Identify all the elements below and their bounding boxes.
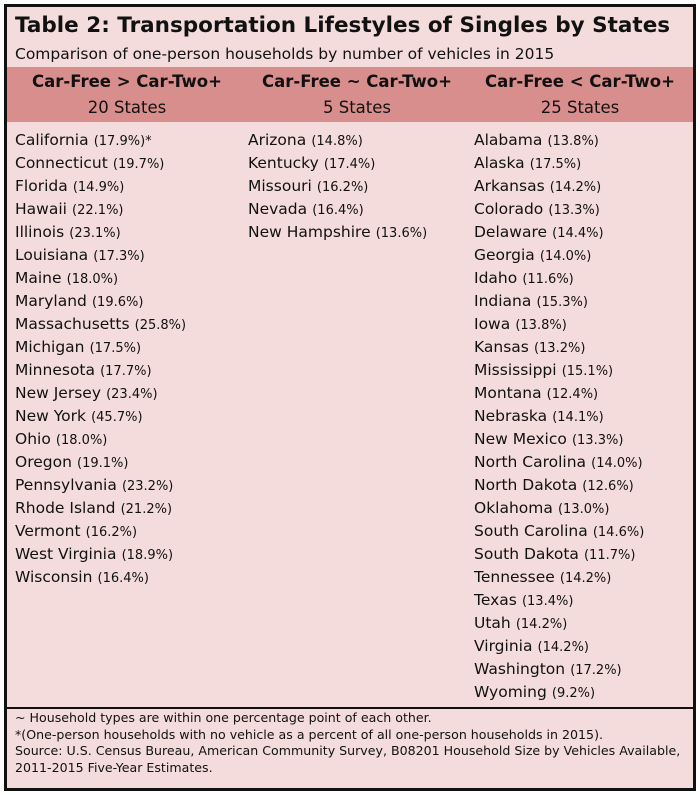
table-row [474, 312, 644, 335]
state-name: South Dakota [474, 545, 579, 563]
table-subtitle: Comparison of one-person households by number of vehicles in 2015 [15, 45, 555, 63]
state-percent: (13.8%) [515, 318, 567, 333]
table-row [474, 197, 644, 220]
state-name: Idaho [474, 269, 518, 287]
state-percent: (13.4%) [521, 594, 574, 609]
state-name: Georgia [474, 246, 535, 264]
header-col-2-count: 5 States [322, 98, 391, 117]
state-percent: (13.0%) [557, 502, 610, 517]
state-name: Michigan [15, 338, 85, 356]
state-percent: (14.8%) [311, 134, 363, 149]
state-percent: (16.4%) [312, 203, 364, 218]
state-percent: (16.2%) [316, 180, 369, 195]
state-percent: (11.6%) [522, 272, 574, 287]
table-row [474, 128, 644, 151]
table-row [248, 174, 427, 197]
state-percent: (12.6%) [582, 479, 634, 494]
header-col-2-heading: Car-Free ~ Car-Two+ [262, 72, 452, 91]
state-name: Nevada [248, 200, 308, 218]
state-percent: (14.2%) [515, 617, 568, 632]
table-row [474, 496, 644, 519]
table-row [474, 404, 644, 427]
state-name: Maryland [15, 292, 87, 310]
state-percent: (14.4%) [552, 226, 604, 241]
table-row [474, 289, 644, 312]
column-car-free-less [474, 128, 644, 703]
table-row [248, 151, 427, 174]
state-name: Louisiana [15, 246, 89, 264]
table-row [15, 151, 186, 174]
state-name: Arizona [248, 131, 307, 149]
state-percent: (14.0%) [591, 456, 643, 471]
state-name: Missouri [248, 177, 312, 195]
state-name: Washington [474, 660, 566, 678]
table-row [15, 450, 186, 473]
state-name: Alaska [474, 154, 525, 172]
state-name: Utah [474, 614, 511, 632]
state-percent: (18.0%) [66, 272, 119, 287]
table-row [15, 542, 186, 565]
state-name: Hawaii [15, 200, 67, 218]
state-name: Kansas [474, 338, 529, 356]
state-percent: (13.3%) [548, 203, 600, 218]
state-percent: (17.5%) [89, 341, 142, 356]
table-row [15, 289, 186, 312]
state-name: West Virginia [15, 545, 117, 563]
table-row [474, 542, 644, 565]
state-percent: (14.2%) [537, 640, 589, 655]
state-name: North Carolina [474, 453, 587, 471]
state-percent: (17.3%) [93, 249, 145, 264]
table-row [15, 243, 186, 266]
header-col-2 [247, 67, 467, 122]
table-row [15, 565, 186, 588]
state-name: Mississippi [474, 361, 557, 379]
state-percent: (23.4%) [106, 387, 158, 402]
table-row [15, 404, 186, 427]
table-row [15, 496, 186, 519]
table-row [474, 381, 644, 404]
table-row [474, 565, 644, 588]
state-name: Minnesota [15, 361, 95, 379]
state-name: South Carolina [474, 522, 588, 540]
table-row [15, 220, 186, 243]
table-row [474, 473, 644, 496]
table-row [474, 358, 644, 381]
table-frame [4, 4, 696, 791]
state-percent: (18.9%) [121, 548, 174, 563]
state-percent: (14.9%) [72, 180, 125, 195]
state-percent: (13.2%) [533, 341, 586, 356]
state-percent: (14.2%) [559, 571, 612, 586]
state-percent: (9.2%) [551, 686, 596, 701]
state-percent: (14.6%) [592, 525, 645, 540]
header-col-1-count: 20 States [87, 98, 167, 117]
state-percent: (18.0%) [55, 433, 108, 448]
table-row [474, 335, 644, 358]
state-percent: (12.4%) [546, 387, 599, 402]
state-name: Texas [474, 591, 517, 609]
table-row [15, 381, 186, 404]
state-name: Pennsylvania [15, 476, 117, 494]
state-name: Colorado [474, 200, 544, 218]
notes-divider [7, 707, 693, 709]
state-percent: (14.2%) [549, 180, 602, 195]
state-name: Massachusetts [15, 315, 130, 333]
state-name: New Hampshire [248, 223, 371, 241]
table-row [474, 634, 644, 657]
state-percent: (15.1%) [561, 364, 614, 379]
table-row [15, 427, 186, 450]
state-percent: (14.1%) [552, 410, 604, 425]
state-name: Kentucky [248, 154, 319, 172]
state-name: Nebraska [474, 407, 548, 425]
table-row [474, 450, 644, 473]
column-car-free-similar [248, 128, 427, 243]
table-row [15, 128, 186, 151]
state-name: Maine [15, 269, 62, 287]
table-row [15, 473, 186, 496]
state-name: Delaware [474, 223, 548, 241]
state-percent: (11.7%) [583, 548, 636, 563]
column-car-free-greater [15, 128, 186, 588]
state-name: Vermont [15, 522, 81, 540]
footnotes [15, 710, 680, 776]
state-name: Indiana [474, 292, 532, 310]
state-percent: (17.4%) [323, 157, 376, 172]
state-name: Iowa [474, 315, 511, 333]
state-name: Florida [15, 177, 68, 195]
state-name: California [15, 131, 89, 149]
state-name: Oklahoma [474, 499, 553, 517]
state-percent: (23.2%) [121, 479, 174, 494]
table-title: Table 2: Transportation Lifestyles of Singles by States [15, 13, 671, 38]
table-row [15, 335, 186, 358]
state-name: New York [15, 407, 86, 425]
state-percent: (22.1%) [72, 203, 124, 218]
state-percent: (45.7%) [91, 410, 143, 425]
state-name: Tennessee [474, 568, 555, 586]
state-percent: (13.8%) [547, 134, 599, 149]
state-name: Virginia [474, 637, 533, 655]
table-row [15, 358, 186, 381]
state-percent: (16.4%) [97, 571, 149, 586]
state-name: Oregon [15, 453, 72, 471]
state-percent: (13.3%) [571, 433, 624, 448]
state-name: Montana [474, 384, 542, 402]
table-header [7, 67, 693, 122]
state-percent: (13.6%) [375, 226, 428, 241]
table-row [15, 519, 186, 542]
table-row [474, 243, 644, 266]
state-percent: (19.1%) [77, 456, 129, 471]
table-row [474, 588, 644, 611]
table-row [15, 266, 186, 289]
table-row [15, 312, 186, 335]
table-row [248, 197, 427, 220]
state-name: New Mexico [474, 430, 567, 448]
state-name: Wisconsin [15, 568, 93, 586]
header-col-3 [467, 67, 693, 122]
state-name: New Jersey [15, 384, 101, 402]
state-percent: (17.2%) [570, 663, 622, 678]
state-name: Illinois [15, 223, 65, 241]
state-percent: (25.8%) [134, 318, 187, 333]
state-name: Rhode Island [15, 499, 116, 517]
header-col-1 [7, 67, 247, 122]
table-row [474, 151, 644, 174]
header-col-3-heading: Car-Free < Car-Two+ [485, 72, 675, 91]
table-row [474, 519, 644, 542]
table-row [474, 266, 644, 289]
table-row [474, 611, 644, 634]
header-col-1-heading: Car-Free > Car-Two+ [32, 72, 222, 91]
state-percent: (16.2%) [85, 525, 138, 540]
state-name: Alabama [474, 131, 543, 149]
state-percent: (14.0%) [539, 249, 592, 264]
table-row [474, 220, 644, 243]
state-percent: (21.2%) [120, 502, 173, 517]
table-row [474, 657, 644, 680]
table-row [248, 220, 427, 243]
footnote-asterisk: *(One-person households with no vehicle as a percent of all one-person households in 2015). [15, 726, 603, 742]
state-percent: (17.9%)* [93, 134, 152, 149]
footnote-source: Source: U.S. Census Bureau, American Community Survey, B08201 Household Size by Vehicles Available, [15, 743, 681, 758]
table-row [474, 680, 644, 703]
state-name: Arkansas [474, 177, 545, 195]
state-name: Connecticut [15, 154, 108, 172]
state-percent: (23.1%) [69, 226, 121, 241]
footnote-tilde: ~ Household types are within one percentage point of each other. [15, 710, 432, 725]
state-percent: (15.3%) [536, 295, 588, 310]
header-col-3-count: 25 States [540, 98, 620, 117]
state-name: Wyoming [474, 683, 547, 701]
state-percent: (19.6%) [91, 295, 144, 310]
state-percent: (19.7%) [112, 157, 165, 172]
table-row [15, 197, 186, 220]
state-percent: (17.7%) [100, 364, 152, 379]
table-row [474, 174, 644, 197]
table-row [15, 174, 186, 197]
footnote-source-cont: 2011-2015 Five-Year Estimates. [15, 759, 213, 775]
table-row [474, 427, 644, 450]
table-row [248, 128, 427, 151]
state-name: North Dakota [474, 476, 578, 494]
state-name: Ohio [15, 430, 51, 448]
state-percent: (17.5%) [529, 157, 582, 172]
